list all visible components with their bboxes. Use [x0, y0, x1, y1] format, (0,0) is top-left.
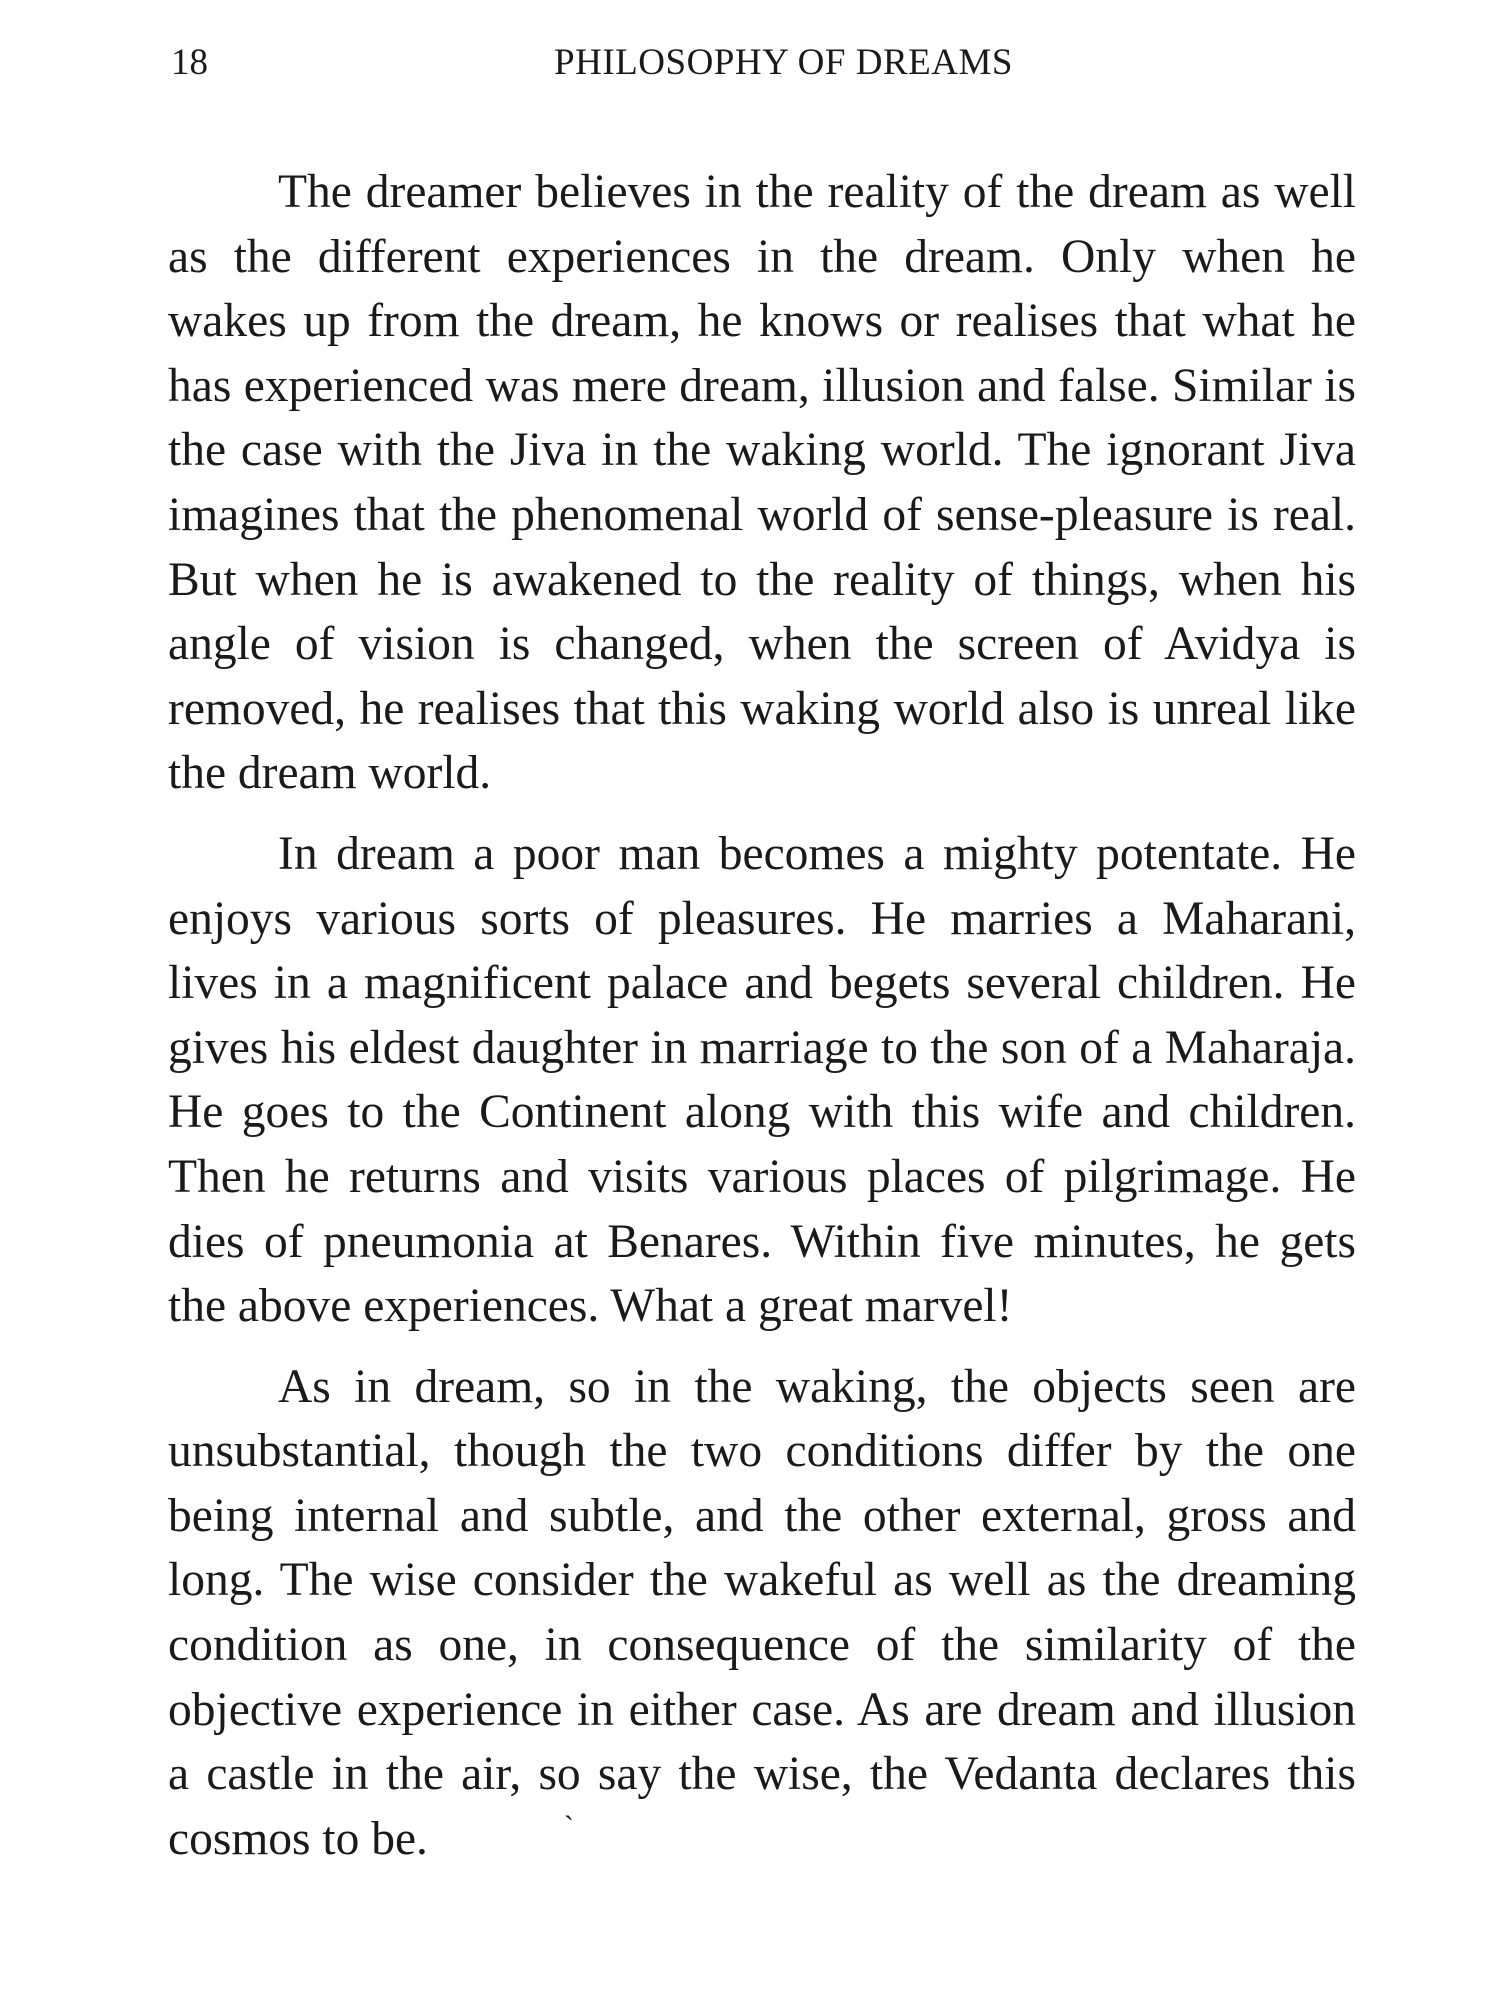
paragraph-poor-man-dream: [168, 822, 1356, 1339]
running-title: PHILOSOPHY OF DREAMS: [554, 42, 1013, 83]
body-text: [168, 160, 1356, 1871]
paragraph-waking-and-dream: [168, 1355, 1356, 1872]
paragraph-dream-reality: [168, 160, 1356, 806]
paragraph-text: In dream a poor man becomes a mighty potentate. He enjoys various sorts of pleasures. He marries a Maharani, lives in a magnificent palace and begets several children. He gives his eldest daughter in marriage to the son of a Maharaja. He goes to the Continent along with this wife and children. Then he returns and visits various places of pilgrimage. He dies of pneumonia at Benares. Within five minutes, he gets the above experiences. What a great marvel!: [168, 827, 1356, 1333]
running-head: [171, 38, 1356, 88]
stray-ink-mark: `: [563, 1809, 574, 1843]
page-number: 18: [171, 42, 208, 83]
paragraph-text: As in dream, so in the waking, the objects seen are unsubstantial, though the two conditions differ by the one being internal and subtle, and the other external, gross and long. The wise consider the wakeful as well as the dreaming condition as one, in consequence of the similarity of the objective experience in either case. As are dream and illusion a castle in the air, so say the wise, the Vedanta declares this cosmos to be.: [168, 1360, 1356, 1865]
paragraph-text: The dreamer believes in the reality of the dream as well as the different experiences in the dream. Only when he wakes up from the dream, he knows or realises that what he has experienced was mere dream, illusion and false. Similar is the case with the Jiva in the waking world. The ignorant Jiva imagines that the phenomenal world of sense-pleasure is real. But when he is awakened to the reality of things, when his angle of vision is changed, when the screen of Avidya is removed, he realises that this waking world also is unreal like the dream world.: [168, 166, 1356, 800]
